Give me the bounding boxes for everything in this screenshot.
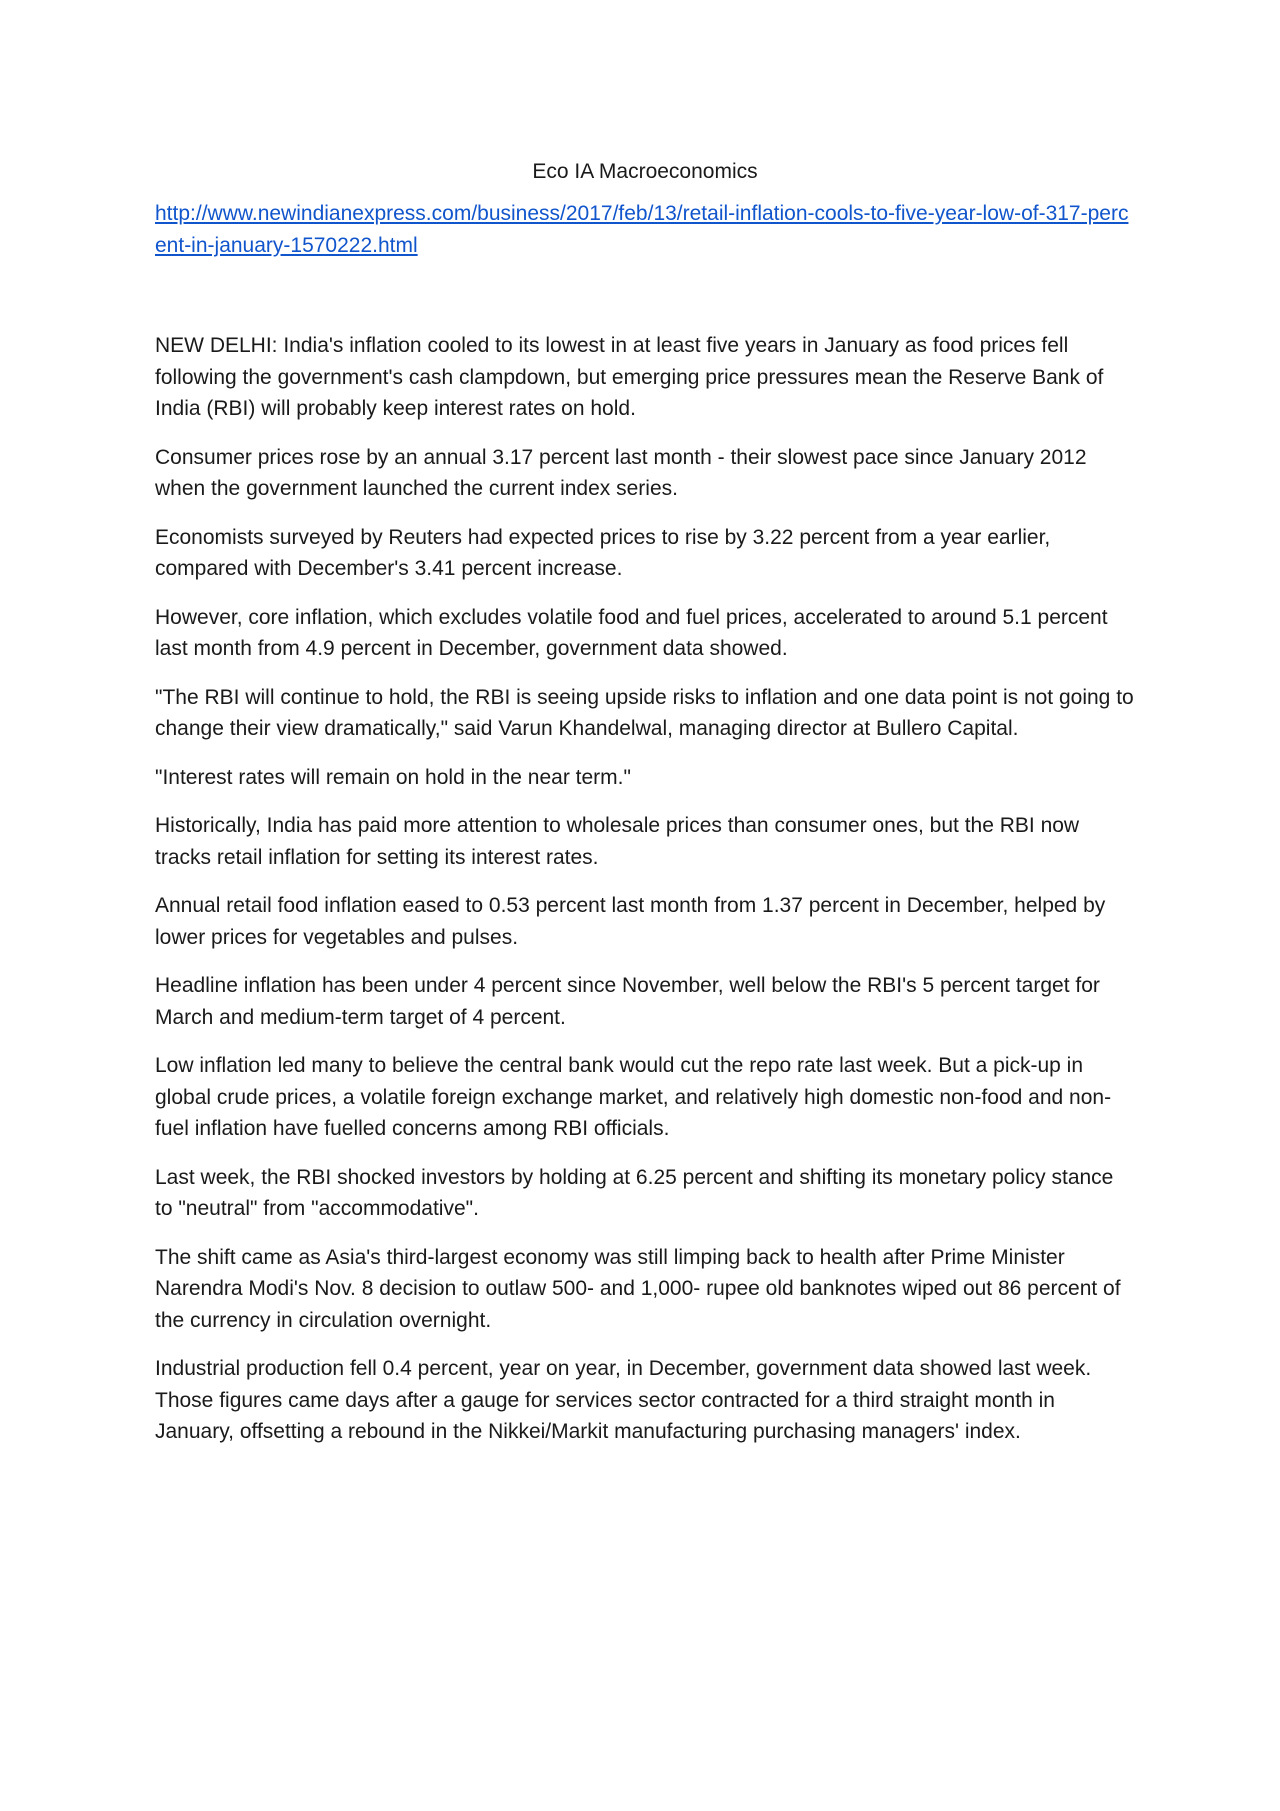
article-body [155, 330, 1135, 1448]
document-page [155, 152, 1135, 1465]
article-paragraph: Annual retail food inflation eased to 0.53 percent last month from 1.37 percent in December, helped by lower prices for vegetables and pulses. [155, 894, 1106, 949]
article-paragraph: The shift came as Asia's third-largest economy was still limping back to health after Prime Minister Narendra Modi's Nov. 8 decision to outlaw 500- and 1,000- rupee old banknotes wiped out 86 percent of the currency in circulation overnight. [155, 1245, 1121, 1332]
article-paragraph: "Interest rates will remain on hold in the near term." [155, 765, 631, 789]
source-link[interactable]: http://www.newindianexpress.com/business/2017/feb/13/retail-inflation-cools-to-five-year-low-of-317-percent-in-january-1570222.html [155, 202, 1129, 257]
article-paragraph: Last week, the RBI shocked investors by holding at 6.25 percent and shifting its monetary policy stance to "neutral" from "accommodative". [155, 1165, 1114, 1220]
document-title: Eco IA Macroeconomics [532, 160, 758, 183]
article-paragraph: Low inflation led many to believe the central bank would cut the repo rate last week. But a pick-up in global crude prices, a volatile foreign exchange market, and relatively high domestic non-food and non-fuel inflation have fuelled concerns among RBI officials. [155, 1054, 1112, 1140]
article-paragraph: Economists surveyed by Reuters had expected prices to rise by 3.22 percent from a year earlier, compared with December's 3.41 percent increase. [155, 525, 1051, 580]
article-paragraph: NEW DELHI: India's inflation cooled to its lowest in at least five years in January as food prices fell following the government's cash clampdown, but emerging price pressures mean the Reserve Bank of India (RBI) will probably keep interest rates on hold. [155, 334, 1104, 420]
article-paragraph: Consumer prices rose by an annual 3.17 percent last month - their slowest pace since January 2012 when the government launched the current index series. [155, 445, 1087, 500]
article-paragraph: Historically, India has paid more attention to wholesale prices than consumer ones, but the RBI now tracks retail inflation for setting its interest rates. [155, 814, 1080, 869]
article-paragraph: Industrial production fell 0.4 percent, year on year, in December, government data showed last week. Those figures came days after a gauge for services sector contracted for a third straight month in January, offsetting a rebound in the Nikkei/Markit manufacturing purchasing managers' index. [155, 1357, 1092, 1443]
article-paragraph: "The RBI will continue to hold, the RBI is seeing upside risks to inflation and one data point is not going to change their view dramatically," said Varun Khandelwal, managing director at Bullero Capital. [155, 685, 1134, 740]
article-paragraph: However, core inflation, which excludes volatile food and fuel prices, accelerated to around 5.1 percent last month from 4.9 percent in December, government data showed. [155, 605, 1108, 660]
article-paragraph: Headline inflation has been under 4 percent since November, well below the RBI's 5 percent target for March and medium-term target of 4 percent. [155, 974, 1100, 1029]
